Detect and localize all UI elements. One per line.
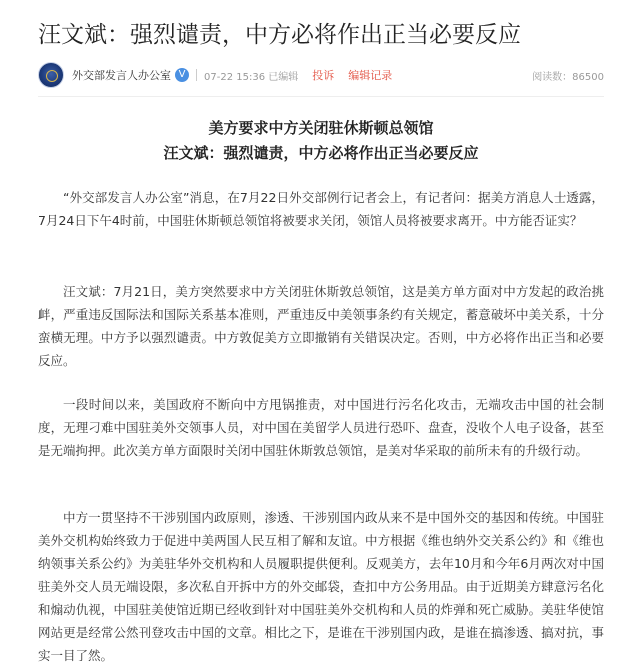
verified-badge-icon: V [175, 68, 189, 82]
edit-log-link[interactable]: 编辑记录 [348, 69, 393, 82]
article-meta [38, 60, 604, 90]
article-paragraph: 汪文斌：7月21日，美方突然要求中方关闭驻休斯敦总领馆，这是美方单方面对中方发起的政治挑衅，严重违反国际法和国际关系基本准则，严重违反中美领事条约有关规定，蓄意破坏中美关系，十分蛮横无理。中方予以强烈谴责。中方敦促美方立即撤销有关错误决定。否则，中方必将作出正当和必要反应。 [38, 284, 604, 368]
subhead-line-2: 汪文斌：强烈谴责，中方必将作出正当必要反应 [163, 144, 479, 162]
header-divider [38, 96, 604, 97]
author-avatar[interactable] [38, 62, 64, 88]
article-title: 汪文斌：强烈谴责，中方必将作出正当必要反应 [38, 22, 521, 48]
author-name[interactable]: 外交部发言人办公室 [72, 69, 171, 82]
article-subhead [38, 116, 604, 166]
article-paragraph: “外交部发言人办公室”消息，在7月22日外交部例行记者会上，有记者问：据美方消息人士透露，7月24日下午4时前，中国驻休斯顿总领馆将被要求关闭，领馆人员将被要求离开。中方能否证实？ [38, 190, 604, 228]
article-paragraph: 中方一贯坚持不干涉别国内政原则，渗透、干涉别国内政从来不是中国外交的基因和传统。中国驻美外交机构始终致力于促进中美两国人民互相了解和友谊。中方根据《维也纳外交关系公约》和《维也纳领事关系公约》为美驻华外交机构和人员履职提供便利。反观美方，去年10月和今年6月两次对中国驻美外交人员无端设限，多次私自开拆中方的外交邮袋，查扣中方公务用品。由于近期美方肆意污名化和煽动仇视，中国驻美使馆近期已经收到针对中国驻美外交机构和人员的炸弹和死亡威胁。美驻华使馆网站更是经常公然刊登攻击中国的文章。相比之下，是谁在干涉别国内政，是谁在搞渗透、搞对抗，事实一目了然。 [38, 510, 604, 663]
publish-time: 07-22 15:36 已编辑 [204, 71, 299, 83]
read-count: 阅读数：86500 [532, 71, 604, 83]
complain-link[interactable]: 投诉 [312, 69, 335, 82]
article-paragraph: 一段时间以来，美国政府不断向中方甩锅推责，对中国进行污名化攻击，无端攻击中国的社会制度，无理刁难中国驻美外交领事人员，对中国在美留学人员进行恐吓、盘查，没收个人电子设备，甚至是无端拘押。此次美方单方面限时关闭中国驻休斯敦总领馆，是美对华采取的前所未有的升级行动。 [38, 397, 604, 458]
meta-divider [196, 69, 197, 81]
subhead-line-1: 美方要求中方关闭驻休斯顿总领馆 [208, 119, 434, 137]
